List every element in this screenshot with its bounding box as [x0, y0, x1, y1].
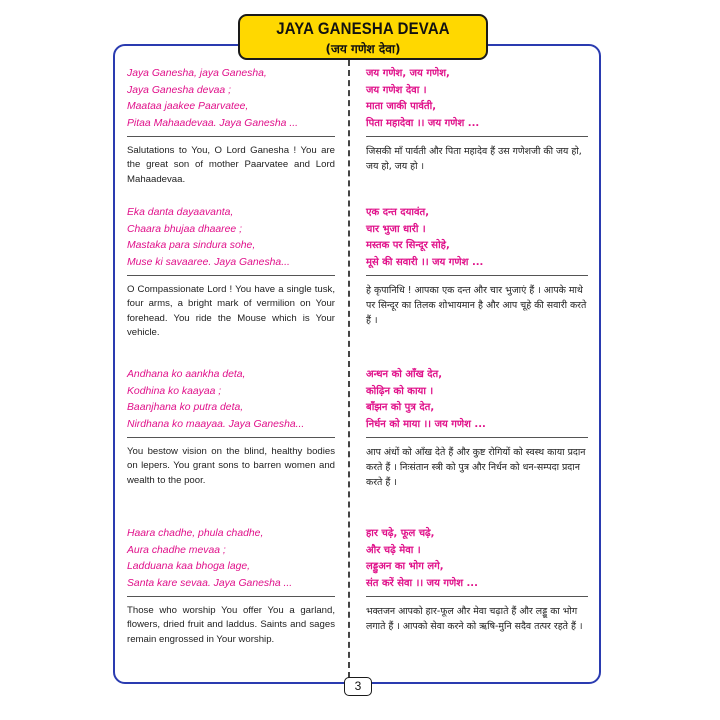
- verse-line: हार चढ़े, फूल चढ़े,: [366, 528, 435, 539]
- verse-line: Aura chadhe mevaa ;: [127, 544, 226, 556]
- meaning-english: O Compassionate Lord ! You have a single tusk, four arms, a bright mark of vermilion on Your forehead. You ride the Mouse which is Your vehicle.: [127, 284, 335, 339]
- verse-hindi: [366, 205, 588, 271]
- verse-line: Pitaa Mahaadevaa. Jaya Ganesha ...: [127, 117, 298, 129]
- verse-line: मस्तक पर सिन्दूर सोहे,: [366, 240, 450, 251]
- verse-line: Muse ki savaaree. Jaya Ganesha...: [127, 256, 290, 268]
- verse-line: Jaya Ganesha devaa ;: [127, 84, 231, 96]
- verse-line: Ladduana kaa bhoga lage,: [127, 561, 251, 572]
- meaning-hindi: आप अंधों को आँख देते हैं और कुष्ट रोगियों को स्वस्थ काया प्रदान करते हैं । निःसंतान स्त्री को पुत्र और निर्धन को धन-सम्पदा प्रदान करते हैं ।: [366, 447, 586, 488]
- verse-underline: [366, 596, 588, 597]
- section-1-english: [127, 66, 335, 187]
- meaning-english: Salutations to You, O Lord Ganesha ! You are the great son of mother Paarvatee and Lord Mahaadevaa.: [127, 145, 335, 185]
- section-1-hindi: [366, 66, 588, 174]
- verse-line: Chaara bhujaa dhaaree ;: [127, 223, 242, 235]
- page-number: 3: [344, 677, 372, 696]
- page-title: JAYA GANESHA DEVAA: [276, 19, 450, 38]
- verse-underline: [366, 136, 588, 137]
- verse-line: संत करें सेवा ।। जय गणेश ...: [366, 577, 478, 589]
- column-divider: [348, 60, 350, 678]
- meaning-hindi: भक्तजन आपको हार-फूल और मेवा चढ़ाते हैं और लड्डू का भोग लगाते हैं । आपको सेवा करने को ऋषि-मुनि सदैव तत्पर रहते हैं ।: [366, 606, 583, 632]
- verse-hindi: [366, 526, 588, 592]
- verse-line: कोढ़िन को काया ।: [366, 385, 434, 397]
- verse-english: [127, 367, 335, 433]
- meaning-english: You bestow vision on the blind, healthy bodies on lepers. You grant sons to barren women and wealth to the poor.: [127, 446, 335, 486]
- section-3-hindi: [366, 367, 588, 490]
- verse-line: Haara chadhe, phula chadhe,: [127, 528, 264, 539]
- title-box: [238, 14, 488, 60]
- verse-line: जय गणेश देवा ।: [366, 84, 427, 96]
- meaning-hindi: जिसकी माँ पार्वती और पिता महादेव हैं उस गणेशजी की जय हो, जय हो, जय हो ।: [366, 146, 582, 172]
- verse-underline: [127, 596, 335, 597]
- verse-line: पिता महादेवा ।। जय गणेश ...: [366, 117, 480, 129]
- verse-line: चार भुजा धारी ।: [366, 223, 426, 235]
- meaning-hindi: हे कृपानिधि ! आपका एक दन्त और चार भुजाएं हैं । आपके माथे पर सिन्दूर का तिलक शोभायमान है और आप चूहे की सवारी करते हैं ।: [366, 285, 587, 326]
- verse-line: Jaya Ganesha, jaya Ganesha,: [127, 68, 267, 79]
- verse-line: Kodhina ko kaayaa ;: [127, 385, 222, 397]
- verse-line: निर्धन को माया ।। जय गणेश ...: [366, 418, 486, 430]
- verse-line: माता जाकी पार्वती,: [366, 101, 437, 112]
- verse-line: एक दन्त दयावंत,: [366, 207, 430, 218]
- verse-line: Baanjhana ko putra deta,: [127, 402, 244, 413]
- verse-line: बाँझन को पुत्र देत,: [366, 402, 435, 413]
- verse-line: Mastaka para sindura sohe,: [127, 240, 256, 251]
- section-4-english: [127, 526, 335, 647]
- verse-hindi: [366, 66, 588, 132]
- verse-line: जय गणेश, जय गणेश,: [366, 68, 450, 79]
- verse-line: Maataa jaakee Paarvatee,: [127, 101, 249, 112]
- section-2-english: [127, 205, 335, 341]
- verse-line: Eka danta dayaavanta,: [127, 207, 234, 218]
- section-3-english: [127, 367, 335, 488]
- verse-line: Nirdhana ko maayaa. Jaya Ganesha...: [127, 418, 305, 430]
- verse-underline: [127, 437, 335, 438]
- verse-underline: [366, 437, 588, 438]
- verse-line: लड्डुअन का भोग लगे,: [366, 561, 444, 572]
- section-2-hindi: [366, 205, 588, 328]
- verse-line: अन्धन को आँख देत,: [366, 369, 443, 380]
- verse-underline: [366, 275, 588, 276]
- verse-underline: [127, 275, 335, 276]
- verse-english: [127, 66, 335, 132]
- verse-hindi: [366, 367, 588, 433]
- meaning-english: Those who worship You offer You a garland, flowers, dried fruit and laddus. Saints and sages remain engrossed in Your worship.: [127, 605, 335, 645]
- section-4-hindi: [366, 526, 588, 634]
- verse-english: [127, 205, 335, 271]
- page-subtitle: (जय गणेश देवा): [325, 42, 401, 56]
- verse-line: Santa kare sevaa. Jaya Ganesha ...: [127, 577, 293, 589]
- verse-english: [127, 526, 335, 592]
- verse-underline: [127, 136, 335, 137]
- verse-line: और चढ़े मेवा ।: [366, 544, 421, 556]
- verse-line: मूसे की सवारी ।। जय गणेश ...: [366, 256, 484, 268]
- verse-line: Andhana ko aankha deta,: [127, 369, 246, 380]
